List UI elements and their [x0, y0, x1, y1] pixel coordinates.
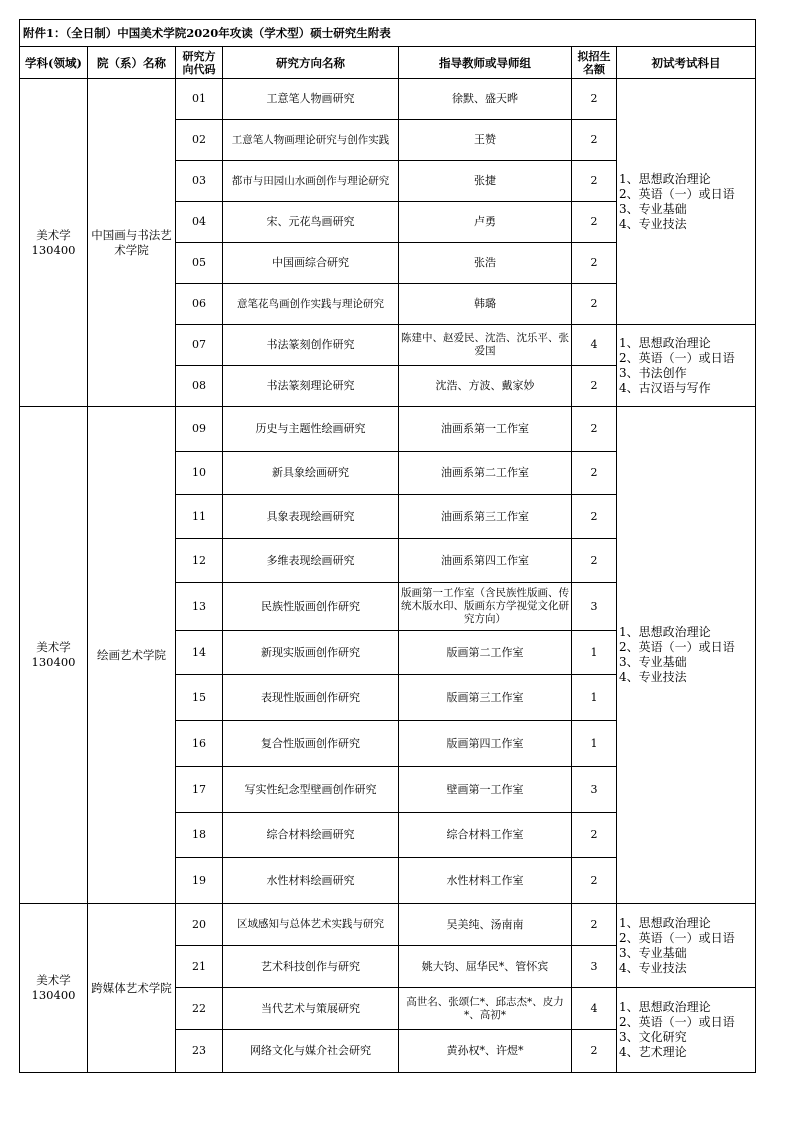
advisor-cell: 吴美纯、汤南南	[399, 904, 572, 946]
code-cell: 19	[176, 858, 223, 904]
advisor-cell: 黄孙权*、许煜*	[399, 1030, 572, 1073]
quota-cell: 2	[572, 452, 617, 495]
exam-subject-item: 3、专业基础	[619, 201, 687, 216]
exam-subjects-cell	[617, 407, 756, 904]
header-exam: 初试考试科目	[617, 47, 756, 79]
subject-cell	[20, 407, 88, 904]
advisor-cell: 综合材料工作室	[399, 813, 572, 858]
quota-cell: 2	[572, 79, 617, 120]
quota-cell: 2	[572, 858, 617, 904]
code-cell: 02	[176, 120, 223, 161]
document-page	[19, 19, 755, 1073]
code-cell: 13	[176, 583, 223, 631]
code-cell: 20	[176, 904, 223, 946]
advisor-cell: 水性材料工作室	[399, 858, 572, 904]
code-cell: 21	[176, 946, 223, 988]
direction-cell: 新现实版画创作研究	[223, 631, 399, 675]
exam-subject-item: 2、英语（一）或日语	[619, 1015, 735, 1029]
exam-subject-item: 4、专业技法	[619, 960, 687, 975]
quota-cell: 2	[572, 813, 617, 858]
quota-cell: 3	[572, 767, 617, 813]
quota-cell: 1	[572, 631, 617, 675]
code-cell: 22	[176, 988, 223, 1030]
direction-cell: 复合性版画创作研究	[223, 721, 399, 767]
exam-subject-item: 1、思想政治理论	[619, 1000, 711, 1014]
code-cell: 03	[176, 161, 223, 202]
code-cell: 07	[176, 325, 223, 366]
exam-subject-item: 3、专业基础	[619, 945, 687, 960]
department-cell: 中国画与书法艺术学院	[88, 79, 176, 407]
code-cell: 12	[176, 539, 223, 583]
quota-cell: 2	[572, 284, 617, 325]
subject-cell	[20, 79, 88, 407]
quota-cell: 3	[572, 946, 617, 988]
exam-subjects-cell	[617, 325, 756, 407]
exam-subject-item: 1、思想政治理论	[619, 625, 711, 639]
quota-cell: 2	[572, 161, 617, 202]
table-caption-row	[20, 20, 756, 47]
table-row	[20, 904, 756, 946]
advisor-cell: 高世名、张颂仁*、邱志杰*、皮力*、高初*	[399, 988, 572, 1030]
direction-cell: 宋、元花鸟画研究	[223, 202, 399, 243]
subject-code: 130400	[31, 988, 76, 1002]
direction-cell: 网络文化与媒介社会研究	[223, 1030, 399, 1073]
subject-name: 美术学	[36, 640, 71, 654]
exam-subject-item: 4、专业技法	[619, 216, 687, 231]
code-cell: 15	[176, 675, 223, 721]
subject-name: 美术学	[36, 973, 71, 987]
exam-subject-item: 3、书法创作	[619, 365, 687, 380]
quota-cell: 2	[572, 366, 617, 407]
header-code: 研究方向代码	[176, 47, 223, 79]
department-cell: 跨媒体艺术学院	[88, 904, 176, 1073]
code-cell: 05	[176, 243, 223, 284]
advisor-cell: 卢勇	[399, 202, 572, 243]
code-cell: 23	[176, 1030, 223, 1073]
code-cell: 10	[176, 452, 223, 495]
direction-cell: 水性材料绘画研究	[223, 858, 399, 904]
header-row	[20, 47, 756, 79]
header-direction: 研究方向名称	[223, 47, 399, 79]
direction-cell: 艺术科技创作与研究	[223, 946, 399, 988]
exam-subject-item: 2、英语（一）或日语	[619, 640, 735, 654]
direction-cell: 工意笔人物画理论研究与创作实践	[223, 120, 399, 161]
advisor-cell: 张捷	[399, 161, 572, 202]
code-cell: 08	[176, 366, 223, 407]
direction-cell: 都市与田园山水画创作与理论研究	[223, 161, 399, 202]
advisor-cell: 油画系第二工作室	[399, 452, 572, 495]
exam-subject-item: 1、思想政治理论	[619, 171, 711, 186]
direction-cell: 意笔花鸟画创作实践与理论研究	[223, 284, 399, 325]
admissions-table	[19, 19, 756, 1073]
subject-cell	[20, 904, 88, 1073]
code-cell: 01	[176, 79, 223, 120]
exam-subject-item: 3、文化研究	[619, 1030, 687, 1044]
quota-cell: 4	[572, 988, 617, 1030]
header-subject: 学科(领域)	[20, 47, 88, 79]
direction-cell: 写实性纪念型壁画创作研究	[223, 767, 399, 813]
code-cell: 18	[176, 813, 223, 858]
code-cell: 09	[176, 407, 223, 452]
exam-subject-item: 3、专业基础	[619, 655, 687, 669]
direction-cell: 综合材料绘画研究	[223, 813, 399, 858]
direction-cell: 中国画综合研究	[223, 243, 399, 284]
direction-cell: 民族性版画创作研究	[223, 583, 399, 631]
code-cell: 16	[176, 721, 223, 767]
exam-subject-item: 1、思想政治理论	[619, 915, 711, 930]
advisor-cell: 韩璐	[399, 284, 572, 325]
direction-cell: 书法篆刻创作研究	[223, 325, 399, 366]
quota-cell: 2	[572, 202, 617, 243]
advisor-cell: 版画第三工作室	[399, 675, 572, 721]
advisor-cell: 版画第一工作室（含民族性版画、传统木版水印、版画东方学视觉文化研究方向）	[399, 583, 572, 631]
direction-cell: 表现性版画创作研究	[223, 675, 399, 721]
table-row	[20, 407, 756, 452]
header-advisor: 指导教师或导师组	[399, 47, 572, 79]
quota-cell: 2	[572, 407, 617, 452]
advisor-cell: 版画第四工作室	[399, 721, 572, 767]
exam-subject-item: 4、艺术理论	[619, 1045, 687, 1059]
advisor-cell: 壁画第一工作室	[399, 767, 572, 813]
advisor-cell: 张浩	[399, 243, 572, 284]
advisor-cell: 徐默、盛天晔	[399, 79, 572, 120]
quota-cell: 2	[572, 120, 617, 161]
direction-cell: 多维表现绘画研究	[223, 539, 399, 583]
advisor-cell: 沈浩、方波、戴家妙	[399, 366, 572, 407]
code-cell: 11	[176, 495, 223, 539]
quota-cell: 1	[572, 675, 617, 721]
quota-cell: 2	[572, 904, 617, 946]
direction-cell: 具象表现绘画研究	[223, 495, 399, 539]
header-quota: 拟招生名额	[572, 47, 617, 79]
exam-subjects-cell	[617, 904, 756, 988]
advisor-cell: 陈建中、赵爱民、沈浩、沈乐平、张爱国	[399, 325, 572, 366]
advisor-cell: 油画系第一工作室	[399, 407, 572, 452]
advisor-cell: 姚大钧、屈华民*、管怀宾	[399, 946, 572, 988]
direction-cell: 历史与主题性绘画研究	[223, 407, 399, 452]
header-department: 院（系）名称	[88, 47, 176, 79]
exam-subject-item: 2、英语（一）或日语	[619, 186, 735, 201]
quota-cell: 4	[572, 325, 617, 366]
exam-subject-item: 2、英语（一）或日语	[619, 930, 735, 945]
direction-cell: 区域感知与总体艺术实践与研究	[223, 904, 399, 946]
direction-cell: 工意笔人物画研究	[223, 79, 399, 120]
quota-cell: 2	[572, 495, 617, 539]
exam-subjects-cell	[617, 79, 756, 325]
exam-subject-item: 4、专业技法	[619, 670, 687, 684]
quota-cell: 1	[572, 721, 617, 767]
advisor-cell: 油画系第四工作室	[399, 539, 572, 583]
table-row	[20, 79, 756, 120]
quota-cell: 2	[572, 1030, 617, 1073]
subject-name: 美术学	[36, 227, 71, 242]
exam-subject-item: 1、思想政治理论	[619, 335, 711, 350]
direction-cell: 书法篆刻理论研究	[223, 366, 399, 407]
quota-cell: 2	[572, 539, 617, 583]
subject-code: 130400	[31, 655, 76, 669]
exam-subjects-cell	[617, 988, 756, 1073]
code-cell: 06	[176, 284, 223, 325]
exam-subject-item: 4、古汉语与写作	[619, 380, 711, 395]
advisor-cell: 王赞	[399, 120, 572, 161]
exam-subject-item: 2、英语（一）或日语	[619, 350, 735, 365]
document-title: 附件1：（全日制）中国美术学院2020年攻读（学术型）硕士研究生附表	[20, 20, 756, 47]
quota-cell: 2	[572, 243, 617, 284]
advisor-cell: 版画第二工作室	[399, 631, 572, 675]
code-cell: 17	[176, 767, 223, 813]
advisor-cell: 油画系第三工作室	[399, 495, 572, 539]
subject-code: 130400	[31, 242, 76, 257]
direction-cell: 新具象绘画研究	[223, 452, 399, 495]
quota-cell: 3	[572, 583, 617, 631]
code-cell: 14	[176, 631, 223, 675]
code-cell: 04	[176, 202, 223, 243]
department-cell: 绘画艺术学院	[88, 407, 176, 904]
direction-cell: 当代艺术与策展研究	[223, 988, 399, 1030]
